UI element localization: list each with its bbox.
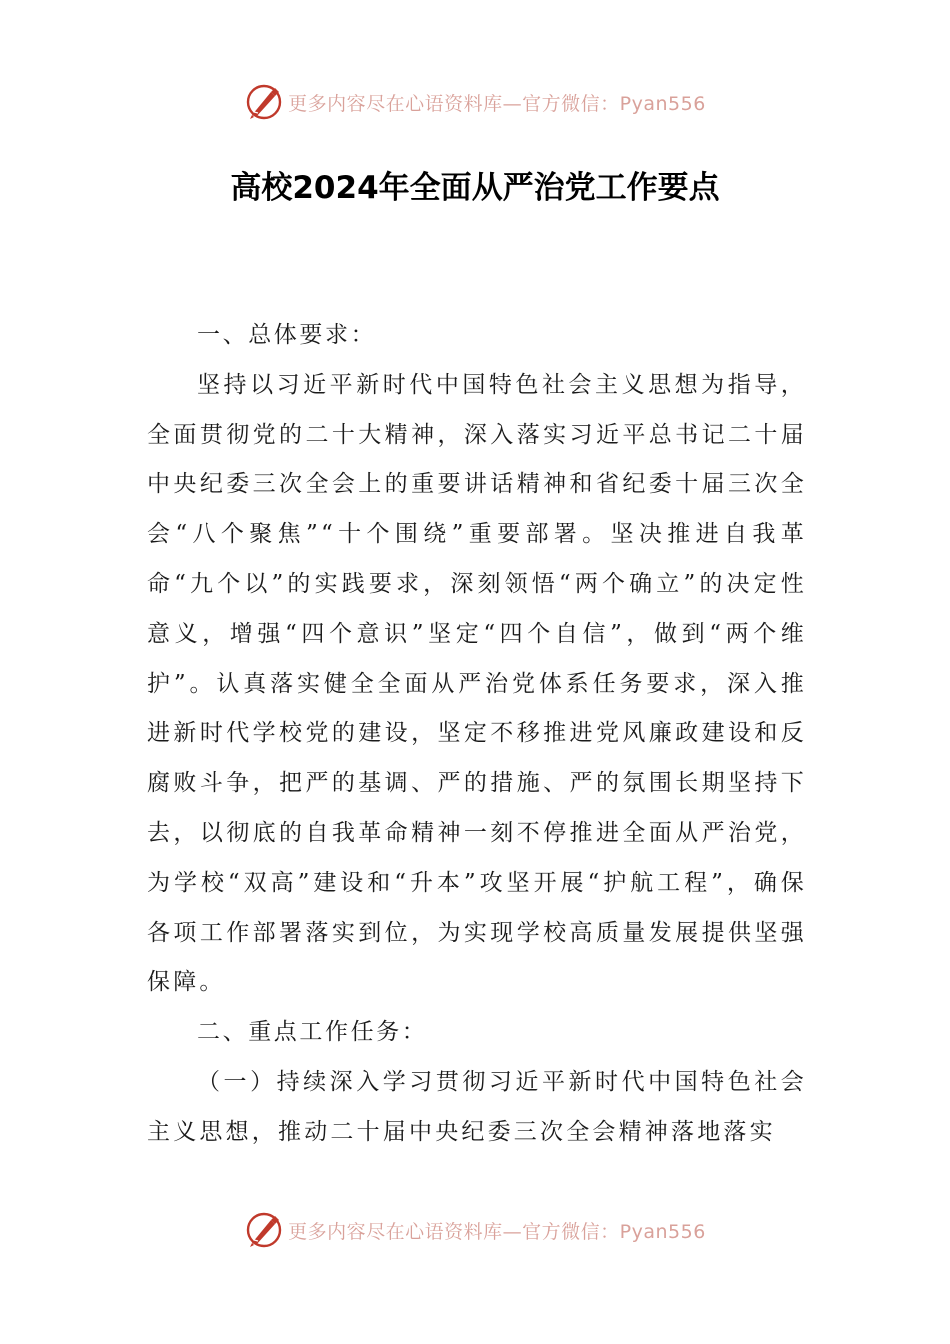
pen-logo-icon — [244, 82, 284, 122]
footer-banner-label: 更多内容尽在心语资料库—官方微信： — [288, 1220, 620, 1243]
subsection1-heading: （一）持续深入学习贯彻习近平新时代中国特色社会主义思想，推动二十届中央纪委三次全会精神落地落实 — [147, 1068, 807, 1145]
document-body — [147, 311, 807, 1158]
footer-banner-text — [288, 1217, 706, 1244]
header-banner-wechat-id: Pyan556 — [619, 92, 706, 115]
header-banner-text — [288, 89, 706, 116]
section2-heading: 二、重点工作任务： — [197, 1019, 428, 1046]
section1-heading: 一、总体要求： — [197, 322, 377, 348]
footer-banner-wechat-id: Pyan556 — [619, 1220, 706, 1243]
footer-banner — [0, 1208, 950, 1252]
header-banner-label: 更多内容尽在心语资料库—官方微信： — [288, 92, 620, 115]
document-title: 高校2024年全面从严治党工作要点 — [230, 170, 720, 206]
pen-logo-icon — [244, 1210, 284, 1250]
section1-body: 坚持以习近平新时代中国特色社会主义思想为指导，全面贯彻党的二十大精神，深入落实习近平总书记二十届中央纪委三次全会上的重要讲话精神和省纪委十届三次全会“八个聚焦”“十个围绕”重要部署。坚决推进自我革命“九个以”的实践要求，深刻领悟“两个确立”的决定性意义，增强“四个意识”坚定“四个自信”，做到“两个维护”。认真落实健全全面从严治党体系任务要求，深入推进新时代学校党的建设，坚定不移推进党风廉政建设和反腐败斗争，把严的基调、严的措施、严的氛围长期坚持下去，以彻底的自我革命精神一刻不停推进全面从严治党，为学校“双高”建设和“升本”攻坚开展“护航工程”，确保各项工作部署落实到位，为实现学校高质量发展提供坚强保障。 — [147, 371, 807, 996]
header-banner — [0, 80, 950, 124]
